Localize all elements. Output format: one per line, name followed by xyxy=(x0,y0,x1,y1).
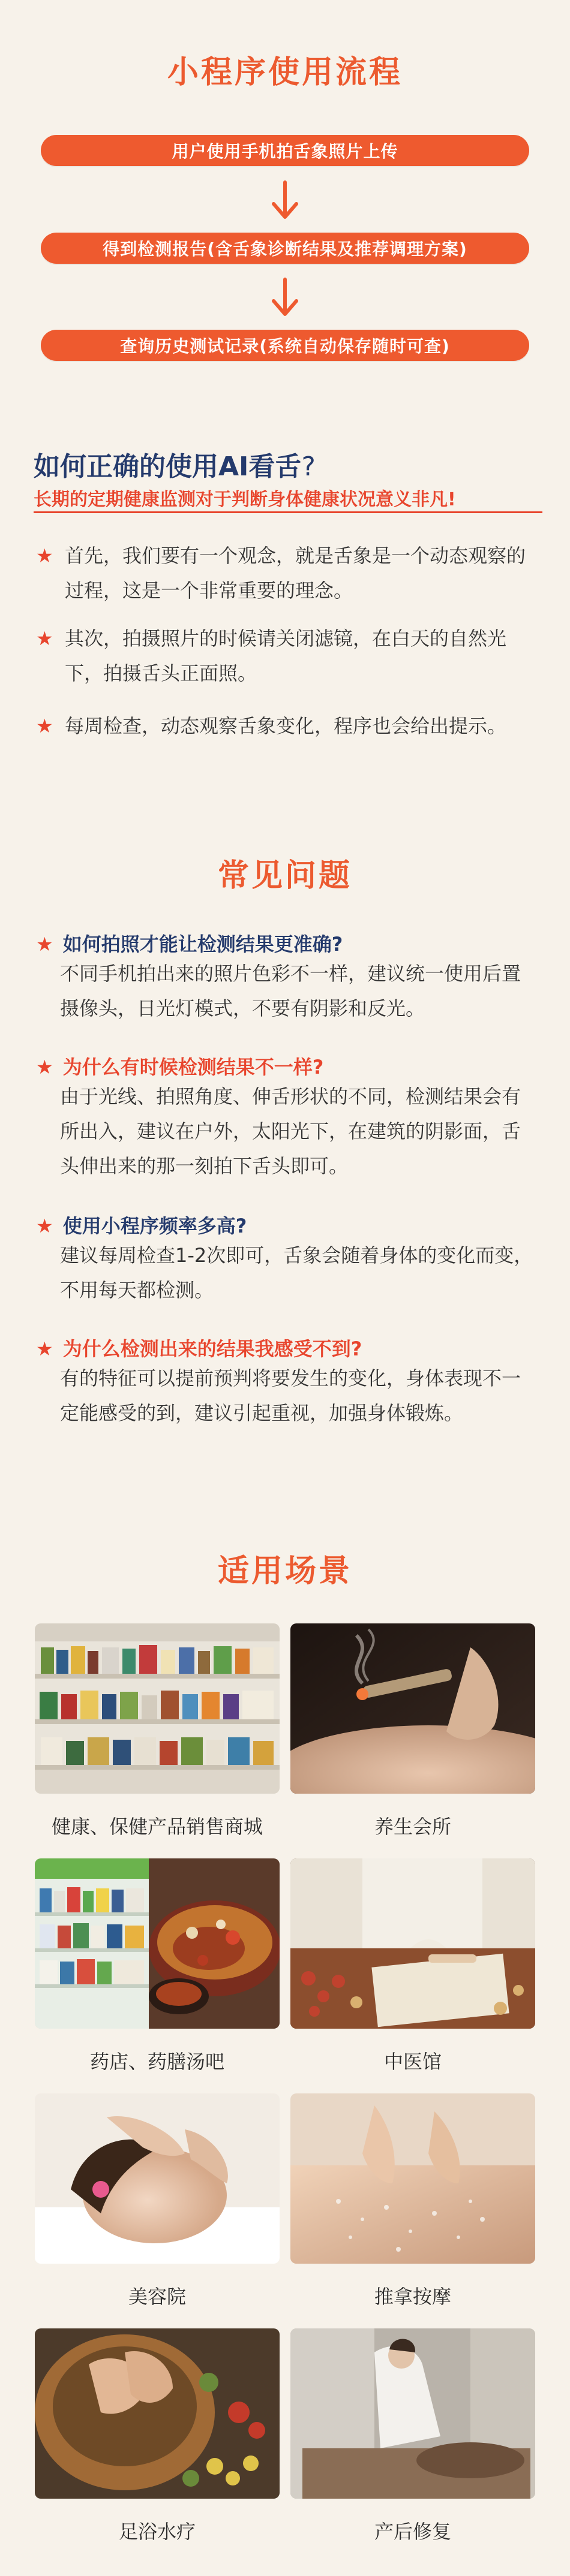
howto-item xyxy=(36,538,540,608)
faq-question-text: 为什么有时候检测结果不一样? xyxy=(62,1056,324,1078)
howto-item-text: 每周检查，动态观察舌象变化，程序也会给出提示。 xyxy=(65,715,507,737)
massage-image xyxy=(290,2093,535,2264)
faq-answer: 由于光线、拍照角度、伸舌形状的不同，检测结果会有所出入，建议在户外，太阳光下，在建筑的阴影面，舌头伸出来的那一刻拍下舌头即可。 xyxy=(60,1085,521,1177)
scene-card xyxy=(290,2328,535,2544)
howto-title xyxy=(34,445,316,483)
star-icon: ★ xyxy=(36,1215,53,1237)
howto-item xyxy=(36,621,540,691)
faq-question xyxy=(36,1052,323,1080)
scene-label: 养生会所 xyxy=(374,1815,451,1838)
star-icon: ★ xyxy=(36,715,53,737)
scene-card xyxy=(290,1858,535,2074)
foot-bath-image xyxy=(35,2328,280,2499)
scene-label: 中医馆 xyxy=(383,2050,442,2073)
pharmacy-image xyxy=(35,1858,280,2029)
faq-answer: 有的特征可以提前预判将要发生的变化，身体表现不一定能感受的到，建议引起重视，加强身体锻炼。 xyxy=(60,1367,521,1424)
flow-step-2: 得到检测报告(含舌象诊断结果及推荐调理方案) xyxy=(41,233,529,264)
star-icon: ★ xyxy=(36,1056,53,1078)
scene-label: 美容院 xyxy=(128,2285,186,2308)
faq-question xyxy=(36,1211,247,1239)
arrow-down-icon xyxy=(270,277,300,319)
howto-title-text: 如何正确的使用AI看舌 xyxy=(34,451,302,482)
faq-question xyxy=(36,1334,362,1361)
beauty-salon-image xyxy=(35,2093,280,2264)
scene-card xyxy=(35,1858,280,2074)
howto-subtitle: 长期的定期健康监测对于判断身体健康状况意义非凡! xyxy=(34,489,456,510)
star-icon: ★ xyxy=(36,627,53,650)
flow-step-1: 用户使用手机拍舌象照片上传 xyxy=(41,135,529,166)
scene-label: 药店、药膳汤吧 xyxy=(89,2050,224,2073)
faq-question xyxy=(36,929,343,957)
scene-label: 健康、保健产品销售商城 xyxy=(51,1815,263,1838)
scene-card xyxy=(35,1623,280,1839)
star-icon: ★ xyxy=(36,933,53,956)
flow-title: 小程序使用流程 xyxy=(167,55,403,91)
tcm-clinic-image xyxy=(290,1858,535,2029)
postpartum-image xyxy=(290,2328,535,2499)
faq-answer: 不同手机拍出来的照片色彩不一样，建议统一使用后置摄像头，日光灯模式，不要有阴影和反光。 xyxy=(60,962,521,1020)
scene-card xyxy=(35,2328,280,2544)
scene-label: 足浴水疗 xyxy=(118,2520,196,2543)
flow-step-3: 查询历史测试记录(系统自动保存随时可查) xyxy=(41,330,529,361)
star-icon: ★ xyxy=(36,544,53,567)
scene-label: 产后修复 xyxy=(374,2520,451,2543)
scene-label: 推拿按摩 xyxy=(374,2285,451,2308)
arrow-down-icon xyxy=(270,180,300,222)
faq-question-text: 使用小程序频率多高? xyxy=(62,1215,247,1237)
faq-question-text: 为什么检测出来的结果我感受不到? xyxy=(62,1337,362,1360)
faq-answer: 建议每周检查1-2次即可，舌象会随着身体的变化而变，不用每天都检测。 xyxy=(60,1244,533,1301)
howto-item-text: 首先，我们要有一个观念，就是舌象是一个动态观察的过程，这是一个非常重要的理念。 xyxy=(65,544,526,602)
moxibustion-image xyxy=(290,1623,535,1794)
scenes-title: 适用场景 xyxy=(217,1553,352,1589)
faq-title: 常见问题 xyxy=(217,858,352,894)
scene-card xyxy=(290,1623,535,1839)
subtitle-underline xyxy=(34,511,542,513)
store-shelves-image xyxy=(35,1623,280,1794)
star-icon: ★ xyxy=(36,1337,53,1360)
howto-item xyxy=(36,709,540,743)
howto-title-mark: ? xyxy=(301,451,316,482)
howto-item-text: 其次，拍摄照片的时候请关闭滤镜，在白天的自然光下，拍摄舌头正面照。 xyxy=(65,627,507,685)
faq-question-text: 如何拍照才能让检测结果更准确? xyxy=(62,933,343,956)
scene-card xyxy=(35,2093,280,2309)
scene-card xyxy=(290,2093,535,2309)
